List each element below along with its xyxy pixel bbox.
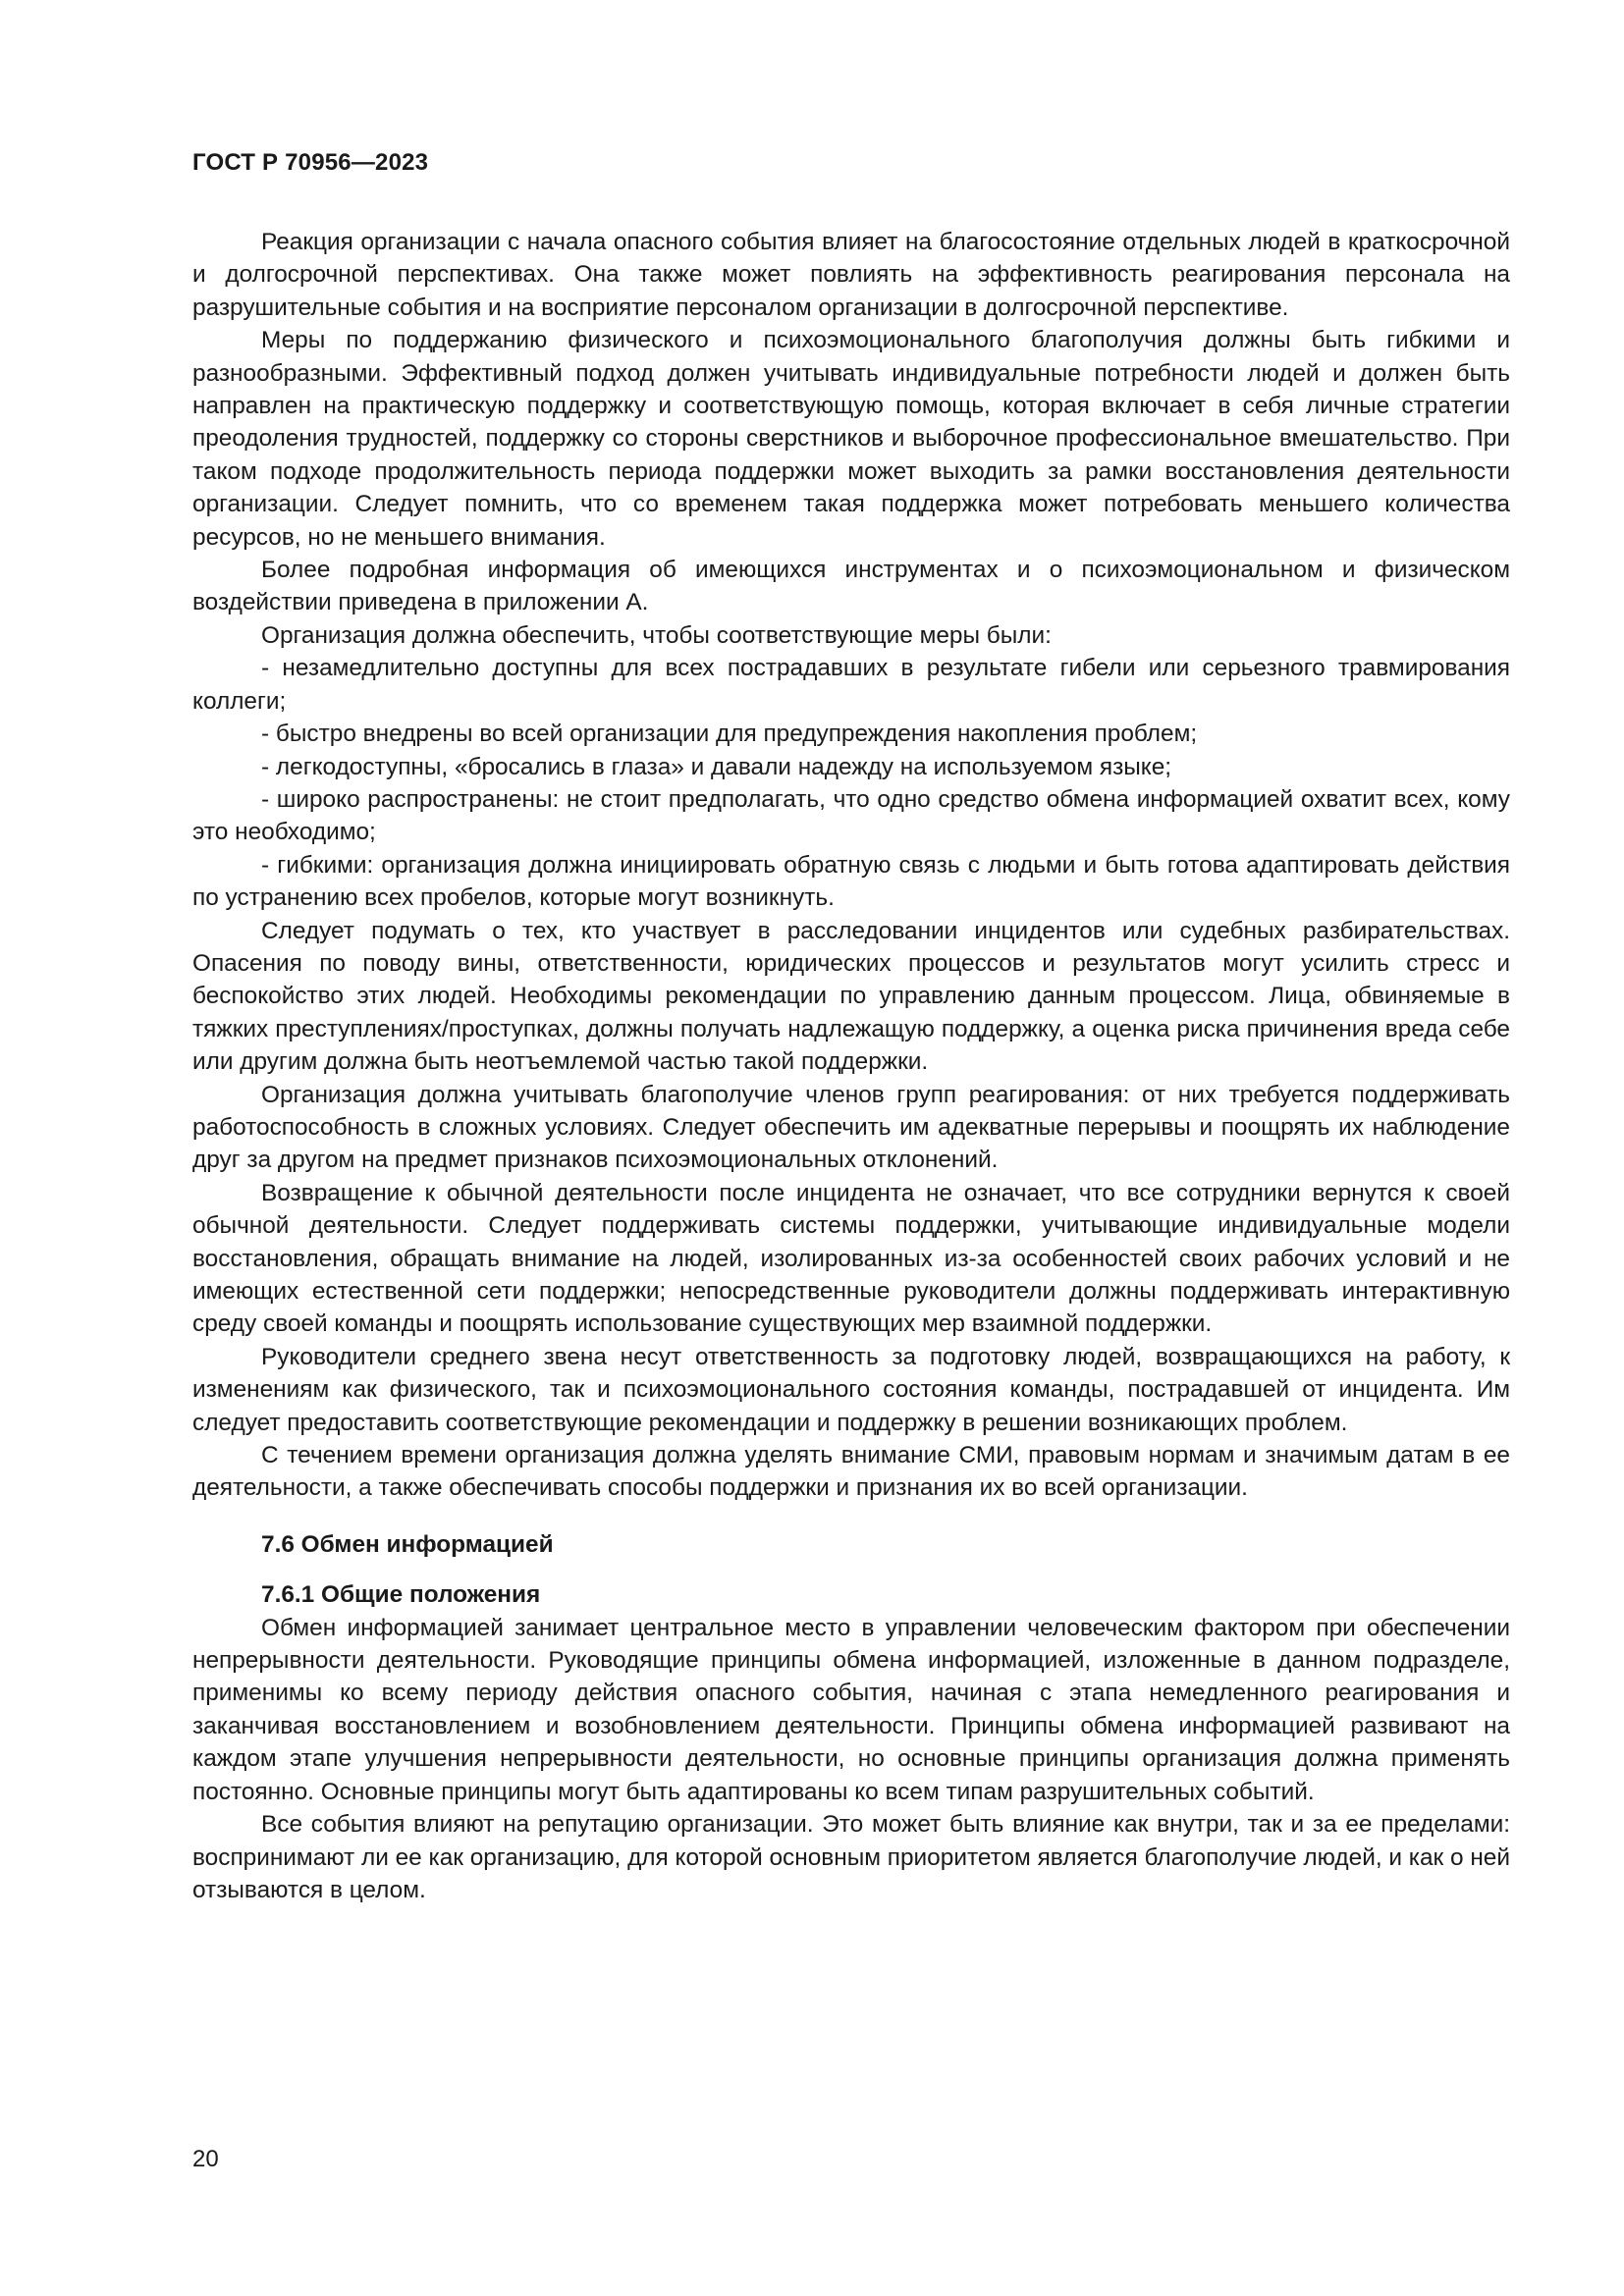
- body-paragraph: Более подробная информация об имеющихся инструментах и о психоэмоциональном и физическом воздействии приведена в приложении А.: [192, 557, 1510, 616]
- document-body: [192, 226, 1510, 1906]
- body-paragraph: Реакция организации с начала опасного события влияет на благосостояние отдельных людей в краткосрочной и долгосрочной перспективах. Она также может повлиять на эффективность реагирования персонала на разрушительные события и на восприятие персоналом организации в долгосрочной перспективе.: [192, 229, 1510, 321]
- list-item: - гибкими: организация должна инициировать обратную связь с людьми и быть готова адаптировать действия по устранению всех пробелов, которые могут возникнуть.: [192, 851, 1510, 912]
- page-number: 20: [192, 2146, 219, 2172]
- list-item: - незамедлительно доступны для всех пострадавших в результате гибели или серьезного травмирования коллеги;: [192, 655, 1510, 715]
- body-paragraph: Организация должна учитывать благополучие членов групп реагирования: от них требуется поддерживать работоспособность в сложных условиях. Следует обеспечить им адекватные перерывы и поощрять их наблюдение друг за другом на предмет признаков психоэмоциональных отклонений.: [192, 1081, 1510, 1174]
- list-item: - легкодоступны, «бросались в глаза» и давали надежду на используемом языке;: [261, 753, 1172, 780]
- list-item: - широко распространены: не стоит предполагать, что одно средство обмена информацией охватит всех, кому это необходимо;: [192, 785, 1510, 846]
- body-paragraph: Меры по поддержанию физического и психоэмоционального благополучия должны быть гибкими и разнообразными. Эффективный подход должен учитывать индивидуальные потребности людей и должен быть направлен на практическую поддержку и соответствующую помощь, которая включает в себя личные стратегии преодоления трудностей, поддержку со стороны сверстников и выборочное профессиональное вмешательство. При таком подходе продолжительность периода поддержки может выходить за рамки восстановления деятельности организации. Следует помнить, что со временем такая поддержка может потребовать меньшего количества ресурсов, но не меньшего внимания.: [192, 327, 1510, 551]
- document-header-title: ГОСТ Р 70956—2023: [192, 149, 429, 176]
- body-paragraph: Следует подумать о тех, кто участвует в расследовании инцидентов или судебных разбирательствах. Опасения по поводу вины, ответственности, юридических процессов и результатов могут усилить стресс и беспокойство этих людей. Необходимы рекомендации по управлению данным процессом. Лица, обвиняемые в тяжких преступлениях/проступках, должны получать надлежащую поддержку, а оценка риска причинения вреда себе или другим должна быть неотъемлемой частью такой поддержки.: [192, 917, 1510, 1076]
- body-paragraph: С течением времени организация должна уделять внимание СМИ, правовым нормам и значимым датам в ее деятельности, а также обеспечивать способы поддержки и признания их во всей организации.: [192, 1442, 1510, 1502]
- subsection-heading: 7.6.1 Общие положения: [261, 1581, 541, 1609]
- body-paragraph: Руководители среднего звена несут ответственность за подготовку людей, возвращающихся на работу, к изменениям как физического, так и психоэмоционального состояния команды, пострадавшей от инцидента. Им следует предоставить соответствующие рекомендации и поддержку в решении возникающих проблем.: [192, 1343, 1510, 1436]
- section-heading: 7.6 Обмен информацией: [261, 1530, 554, 1558]
- list-item: - быстро внедрены во всей организации для предупреждения накопления проблем;: [261, 721, 1198, 748]
- body-paragraph: Все события влияют на репутацию организации. Это может быть влияние как внутри, так и за ее пределами: воспринимают ли ее как организацию, для которой основным приоритетом является благополучие людей, и как о ней отзываются в целом.: [192, 1811, 1510, 1903]
- body-paragraph: Обмен информацией занимает центральное место в управлении человеческим фактором при обеспечении непрерывности деятельности. Руководящие принципы обмена информацией, изложенные в данном подразделе, применимы ко всему периоду действия опасного события, начиная с этапа немедленного реагирования и заканчивая восстановлением и возобновлением деятельности. Принципы обмена информацией развивают на каждом этапе улучшения непрерывности деятельности, но основные принципы организация должна применять постоянно. Основные принципы могут быть адаптированы ко всем типам разрушительных событий.: [192, 1614, 1510, 1805]
- body-paragraph: Организация должна обеспечить, чтобы соответствующие меры были:: [261, 621, 1052, 649]
- body-paragraph: Возвращение к обычной деятельности после инцидента не означает, что все сотрудники вернутся к своей обычной деятельности. Следует поддерживать системы поддержки, учитывающие индивидуальные модели восстановления, обращать внимание на людей, изолированных из-за особенностей своих рабочих условий и не имеющих естественной сети поддержки; непосредственные руководители должны поддерживать интерактивную среду своей команды и поощрять использование существующих мер взаимной поддержки.: [192, 1179, 1510, 1338]
